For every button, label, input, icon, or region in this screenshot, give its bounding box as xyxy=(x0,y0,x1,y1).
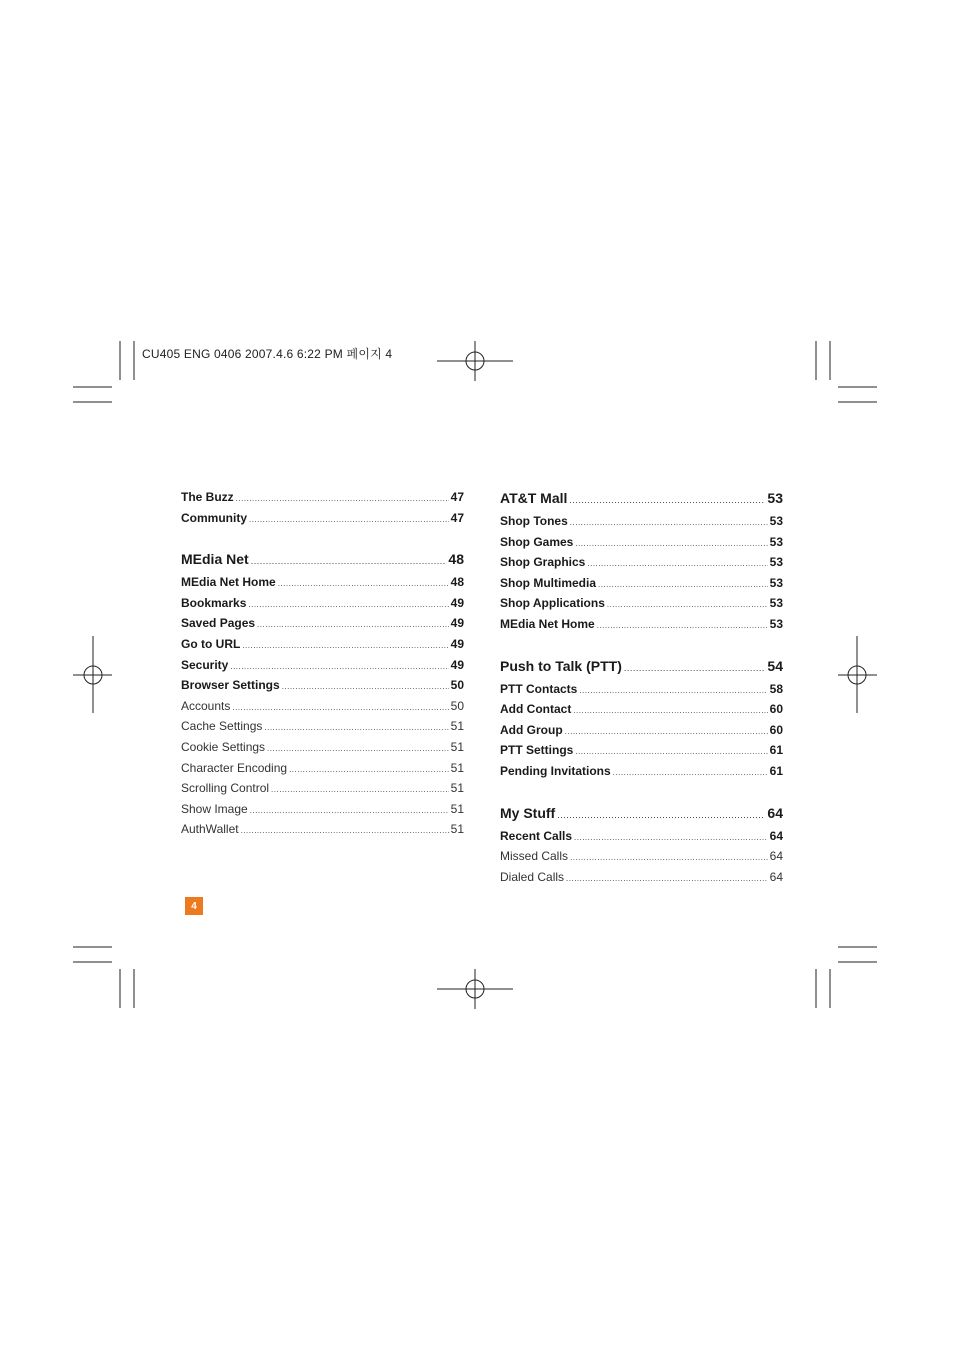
toc-entry-page: 51 xyxy=(450,781,464,796)
toc-entry-label: Browser Settings xyxy=(181,678,280,693)
toc-entry-page: 49 xyxy=(450,595,464,610)
toc-entry-page: 64 xyxy=(767,804,783,821)
toc-entry-label: Bookmarks xyxy=(181,595,247,610)
dot-leader xyxy=(248,600,448,609)
dot-leader xyxy=(598,580,768,589)
toc-entry-page: 64 xyxy=(769,849,783,864)
dot-leader xyxy=(575,747,767,756)
toc-entry-page: 60 xyxy=(769,722,783,737)
toc-entry-page: 53 xyxy=(769,575,783,590)
toc-section-heading[interactable] xyxy=(500,490,783,514)
toc-entry[interactable] xyxy=(500,535,783,556)
toc-section-heading[interactable] xyxy=(500,805,783,829)
toc-entry-page: 53 xyxy=(769,514,783,528)
section-gap xyxy=(500,785,783,805)
toc-entry[interactable] xyxy=(500,617,783,638)
toc-entry-page: 58 xyxy=(769,681,783,696)
toc-entry-page: 60 xyxy=(769,702,783,717)
toc-entry[interactable] xyxy=(500,555,783,576)
dot-leader xyxy=(607,600,768,609)
toc-entry-page: 47 xyxy=(450,490,464,504)
toc-entry-label: Pending Invitations xyxy=(500,763,611,778)
dot-leader xyxy=(557,810,765,820)
toc-entry[interactable] xyxy=(500,764,783,785)
dot-leader xyxy=(565,727,768,736)
toc-entry-page: 64 xyxy=(769,869,783,884)
toc-entry-label: Cache Settings xyxy=(181,719,263,734)
page-number-badge: 4 xyxy=(185,897,203,915)
toc-entry[interactable] xyxy=(181,575,464,596)
toc-entry-page: 61 xyxy=(769,763,783,778)
dot-leader xyxy=(242,641,448,650)
dot-leader xyxy=(573,706,767,715)
toc-entry-label: Shop Multimedia xyxy=(500,575,596,590)
dot-leader xyxy=(251,556,447,566)
toc-entry-label: MEdia Net Home xyxy=(500,616,595,631)
dot-leader xyxy=(597,621,768,630)
toc-entry-label: Shop Applications xyxy=(500,596,605,611)
dot-leader xyxy=(613,768,768,777)
toc-entry-label: Community xyxy=(181,510,247,525)
toc-entry-label: Saved Pages xyxy=(181,616,256,631)
toc-section-heading[interactable] xyxy=(181,551,464,575)
toc-entry-page: 51 xyxy=(450,739,464,754)
toc-entry-label: My Stuff xyxy=(500,804,556,821)
toc-entry[interactable] xyxy=(181,761,464,782)
toc-entry-page: 51 xyxy=(450,822,464,837)
toc-entry-page: 48 xyxy=(450,575,464,590)
toc-entry-label: Dialed Calls xyxy=(500,869,565,884)
toc-entry[interactable] xyxy=(181,802,464,823)
toc-entry[interactable] xyxy=(181,719,464,740)
dot-leader xyxy=(230,662,448,671)
dot-leader xyxy=(282,682,449,691)
toc-entry[interactable] xyxy=(500,576,783,597)
dot-leader xyxy=(232,703,448,712)
toc-entry[interactable] xyxy=(181,596,464,617)
toc-entry-page: 54 xyxy=(767,657,783,674)
toc-entry[interactable] xyxy=(500,702,783,723)
toc-entry-page: 48 xyxy=(448,551,464,568)
toc-entry-page: 51 xyxy=(450,760,464,775)
dot-leader xyxy=(267,744,449,753)
toc-entry-page: 49 xyxy=(450,657,464,672)
toc-entry-page: 51 xyxy=(450,801,464,816)
toc-entry-label: MEdia Net Home xyxy=(181,575,276,590)
dot-leader xyxy=(236,494,449,503)
toc-entry-label: Shop Graphics xyxy=(500,555,586,570)
toc-entry-page: 53 xyxy=(769,616,783,631)
toc-entry[interactable] xyxy=(181,740,464,761)
dot-leader xyxy=(579,686,767,695)
toc-entry-label: PTT Settings xyxy=(500,743,574,758)
toc-entry[interactable] xyxy=(181,616,464,637)
toc-entry-label: Push to Talk (PTT) xyxy=(500,657,622,674)
toc-entry-label: Cookie Settings xyxy=(181,739,266,754)
toc-entry-label: Missed Calls xyxy=(500,849,569,864)
toc-left-column xyxy=(181,490,464,843)
toc-entry[interactable] xyxy=(181,699,464,720)
toc-entry-page: 51 xyxy=(450,719,464,734)
toc-entry-page: 53 xyxy=(769,596,783,611)
toc-entry[interactable] xyxy=(500,829,783,850)
dot-leader xyxy=(250,806,449,815)
toc-entry-label: Add Contact xyxy=(500,702,572,717)
toc-entry[interactable] xyxy=(500,743,783,764)
dot-leader xyxy=(249,515,449,524)
toc-entry-label: MEdia Net xyxy=(181,551,249,568)
toc-entry-page: 49 xyxy=(450,636,464,651)
toc-entry[interactable] xyxy=(181,822,464,843)
toc-entry-page: 50 xyxy=(450,678,464,693)
print-header: CU405 ENG 0406 2007.4.6 6:22 PM 페이지 4 xyxy=(142,347,393,361)
toc-entry[interactable] xyxy=(181,781,464,802)
toc-entry-page: 64 xyxy=(769,828,783,843)
toc-entry[interactable] xyxy=(500,849,783,870)
dot-leader xyxy=(587,559,767,568)
dot-leader xyxy=(257,620,449,629)
toc-entry-label: Shop Games xyxy=(500,534,574,549)
dot-leader xyxy=(570,853,768,862)
toc-entry[interactable] xyxy=(500,596,783,617)
toc-entry[interactable] xyxy=(181,658,464,679)
toc-entry-label: Go to URL xyxy=(181,636,241,651)
dot-leader xyxy=(289,765,449,774)
toc-entry-label: PTT Contacts xyxy=(500,681,578,696)
toc-entry-page: 53 xyxy=(769,534,783,549)
section-gap xyxy=(181,531,464,551)
dot-leader xyxy=(271,785,449,794)
toc-entry[interactable] xyxy=(181,637,464,658)
toc-right-column xyxy=(500,490,783,890)
toc-entry-label: Character Encoding xyxy=(181,760,288,775)
toc-entry-label: Scrolling Control xyxy=(181,781,270,796)
toc-entry-label: Accounts xyxy=(181,698,231,713)
dot-leader xyxy=(241,826,449,835)
toc-entry[interactable] xyxy=(500,682,783,703)
toc-entry[interactable] xyxy=(181,490,464,511)
dot-leader xyxy=(570,518,768,527)
section-gap xyxy=(500,638,783,658)
toc-entry-page: 61 xyxy=(769,743,783,758)
toc-entry[interactable] xyxy=(181,678,464,699)
toc-entry-label: Recent Calls xyxy=(500,828,573,843)
toc-entry-page: 47 xyxy=(450,510,464,525)
toc-entry-label: The Buzz xyxy=(181,490,234,504)
toc-entry-label: Security xyxy=(181,657,229,672)
toc-entry[interactable] xyxy=(500,870,783,891)
toc-entry-page: 53 xyxy=(769,555,783,570)
dot-leader xyxy=(566,874,768,883)
toc-entry[interactable] xyxy=(500,514,783,535)
dot-leader xyxy=(569,495,765,505)
toc-entry[interactable] xyxy=(181,511,464,532)
toc-entry-label: Show Image xyxy=(181,801,248,816)
dot-leader xyxy=(575,539,767,548)
toc-entry-label: Add Group xyxy=(500,722,563,737)
toc-entry-label: Shop Tones xyxy=(500,514,568,528)
toc-entry-page: 49 xyxy=(450,616,464,631)
toc-entry-label: AT&T Mall xyxy=(500,490,568,506)
dot-leader xyxy=(574,833,768,842)
toc-section-heading[interactable] xyxy=(500,658,783,682)
dot-leader xyxy=(624,663,766,673)
toc-entry[interactable] xyxy=(500,723,783,744)
dot-leader xyxy=(264,723,448,732)
toc-entry-label: AuthWallet xyxy=(181,822,239,837)
dot-leader xyxy=(278,579,449,588)
toc-entry-page: 50 xyxy=(450,698,464,713)
toc-entry-page: 53 xyxy=(767,490,783,506)
